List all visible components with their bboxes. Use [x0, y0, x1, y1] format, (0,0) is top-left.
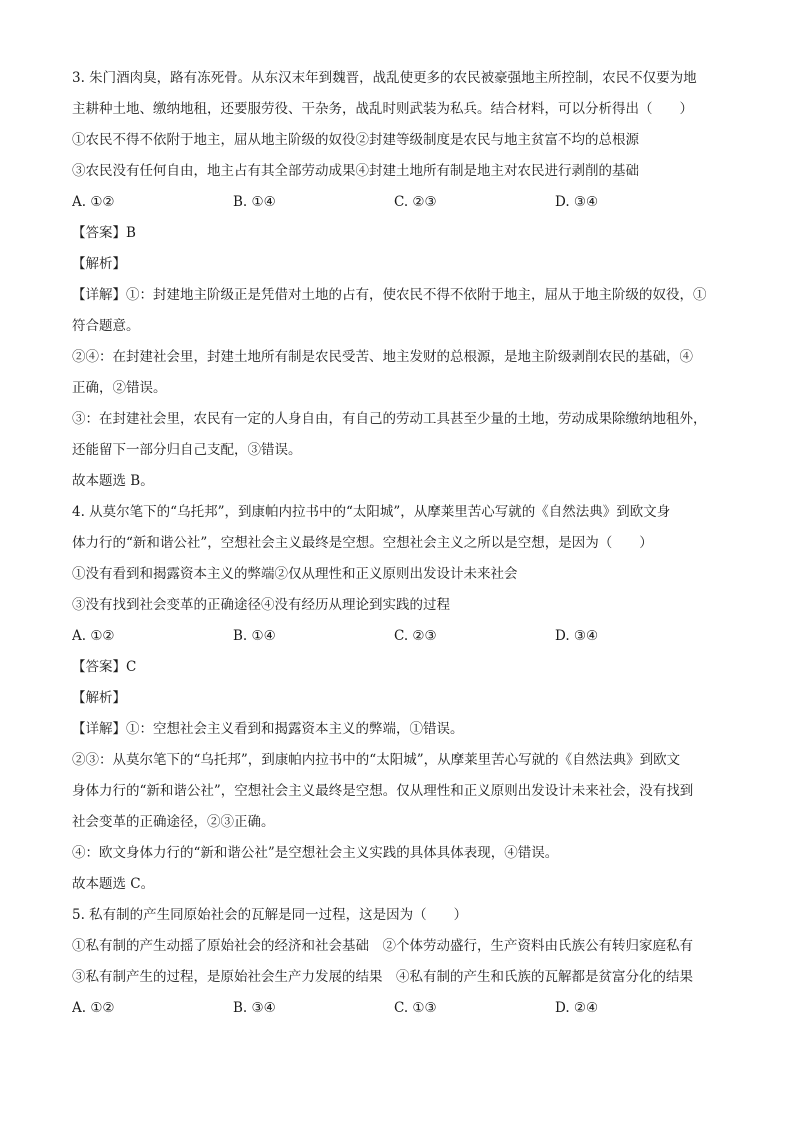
statement-line: ③没有找到社会变革的正确途径④没有经历从理论到实践的过程	[72, 597, 450, 613]
question-stem: 体力行的“新和谐公社”，空想社会主义最终是空想。空想社会主义之所以是空想，是因为（ ）	[72, 535, 653, 551]
option-a: A. ①②	[72, 628, 115, 644]
detail-line: 正确，②错误。	[72, 380, 167, 396]
option-a: A. ①②	[72, 1000, 115, 1016]
question-stem: 3. 朱门酒肉臭，路有冻死骨。从东汉末年到魏晋，战乱使更多的农民被豪强地主所控制，农民不仅要为地	[72, 70, 697, 86]
detail-line: ③：在封建社会里，农民有一定的人身自由，有自己的劳动工具甚至少量的土地，劳动成果除缴纳地租外，	[72, 411, 707, 427]
options-row	[72, 187, 736, 218]
statement-line: ③农民没有任何自由，地主占有其全部劳动成果④封建土地所有制是地主对农民进行剥削的基础	[72, 163, 639, 179]
answer-line: 【答案】B	[72, 225, 136, 241]
question-5	[72, 900, 736, 1024]
answer-line: 【答案】C	[72, 659, 137, 675]
statement-line: ①私有制的产生动摇了原始社会的经济和社会基础 ②个体劳动盛行，生产资料由氏族公有转归家庭私有	[72, 938, 693, 954]
option-c: C. ①③	[394, 1000, 437, 1016]
options-row	[72, 993, 736, 1024]
conclusion-line: 故本题选 B。	[72, 473, 154, 489]
question-4	[72, 497, 736, 900]
detail-line: ②④：在封建社会里，封建土地所有制是农民受苦、地主发财的总根源，是地主阶级剥削农民的基础，④	[72, 349, 693, 365]
document-page	[72, 63, 736, 1024]
statement-line: ③私有制产生的过程，是原始社会生产力发展的结果 ④私有制的产生和氏族的瓦解都是贫富分化的结果	[72, 969, 693, 985]
detail-line: 身体力行的“新和谐公社”，空想社会主义最终是空想。仅从理性和正义原则出发设计未来社会，没有找到	[72, 783, 694, 799]
option-d: D. ③④	[555, 194, 599, 210]
option-c: C. ②③	[394, 628, 437, 644]
statement-line: ①农民不得不依附于地主，屈从地主阶级的奴役②封建等级制度是农民与地主贫富不均的总根源	[72, 132, 639, 148]
detail-line: 符合题意。	[72, 318, 140, 334]
detail-line: 社会变革的正确途径，②③正确。	[72, 814, 275, 830]
question-stem: 4. 从莫尔笔下的“乌托邦”，到康帕内拉书中的“太阳城”，从摩莱里苦心写就的《自然法典》到欧文身	[72, 504, 671, 520]
options-row	[72, 621, 736, 652]
option-d: D. ③④	[555, 628, 599, 644]
option-b: B. ①④	[233, 628, 276, 644]
question-stem: 5. 私有制的产生同原始社会的瓦解是同一过程，这是因为（ ）	[72, 907, 468, 923]
analysis-heading: 【解析】	[72, 690, 126, 706]
option-b: B. ①④	[233, 194, 276, 210]
analysis-heading: 【解析】	[72, 256, 126, 272]
detail-line: 还能留下一部分归自己支配，③错误。	[72, 442, 302, 458]
question-stem: 主耕种土地、缴纳地租，还要服劳役、干杂务，战乱时则武装为私兵。结合材料，可以分析得出（ ）	[72, 101, 693, 117]
option-a: A. ①②	[72, 194, 115, 210]
question-3	[72, 63, 736, 497]
option-b: B. ③④	[233, 1000, 276, 1016]
detail-line: 【详解】①：封建地主阶级正是凭借对土地的占有，使农民不得不依附于地主，屈从于地主阶级的奴役，①	[72, 287, 707, 303]
option-c: C. ②③	[394, 194, 437, 210]
option-d: D. ②④	[555, 1000, 599, 1016]
detail-line: ④：欧文身体力行的“新和谐公社”是空想社会主义实践的具体具体表现，④错误。	[72, 845, 559, 861]
detail-line: 【详解】①：空想社会主义看到和揭露资本主义的弊端，①错误。	[72, 721, 464, 737]
detail-line: ②③：从莫尔笔下的“乌托邦”，到康帕内拉书中的“太阳城”，从摩莱里苦心写就的《自然法典》到欧文	[72, 752, 681, 768]
statement-line: ①没有看到和揭露资本主义的弊端②仅从理性和正义原则出发设计未来社会	[72, 566, 518, 582]
conclusion-line: 故本题选 C。	[72, 876, 155, 892]
